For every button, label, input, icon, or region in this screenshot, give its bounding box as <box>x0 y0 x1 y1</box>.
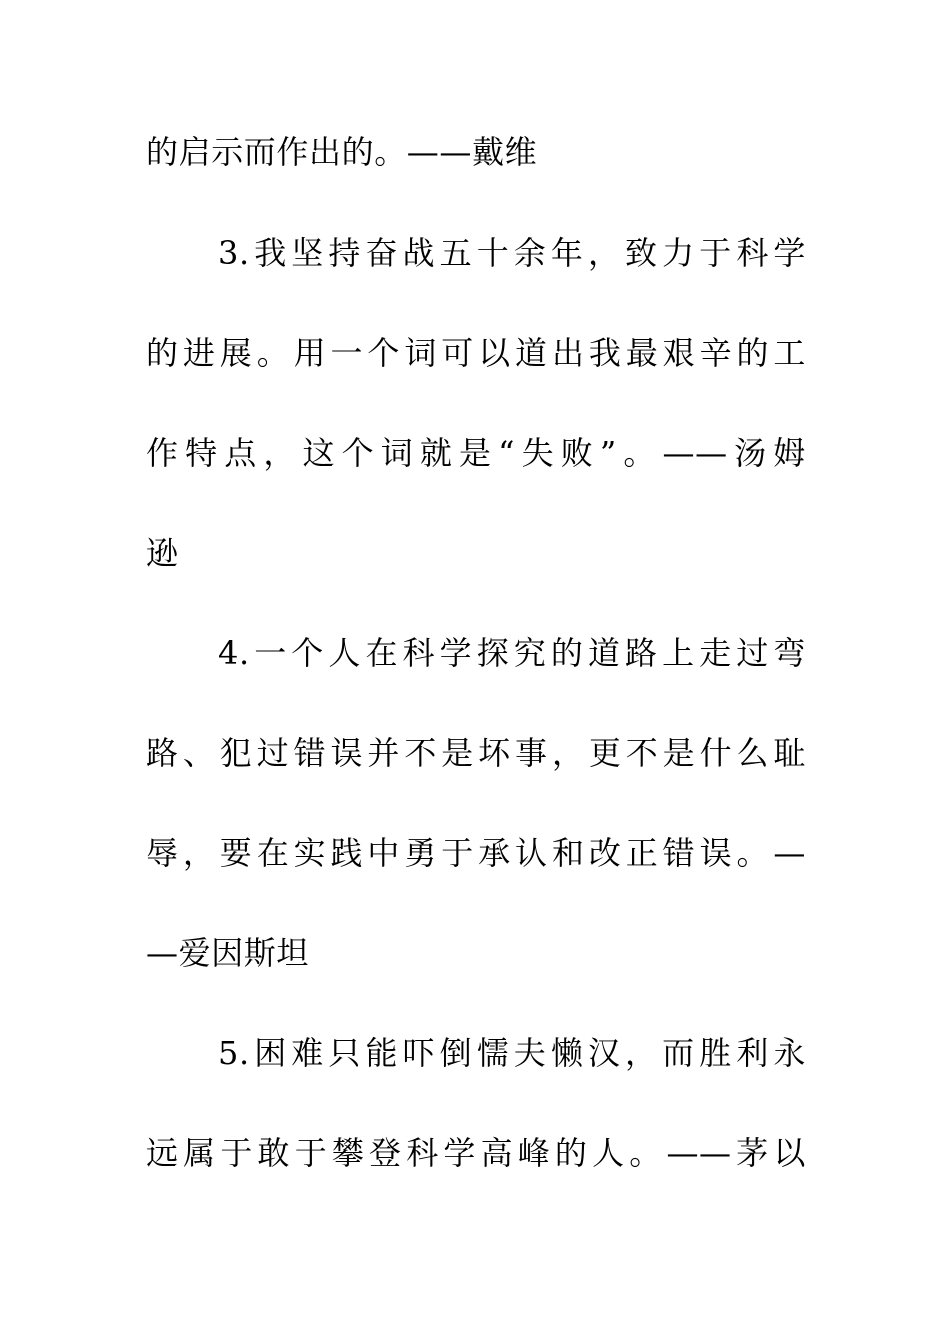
quote-4-line-1: 4.一个人在科学探究的道路上走过弯 <box>218 634 806 672</box>
quote-3-line-3: 作特点，这个词就是“失败”。——汤姆 <box>146 434 806 472</box>
text-line-1: 的启示而作出的。——戴维 <box>146 133 538 171</box>
quote-4-line-3: 辱，要在实践中勇于承认和改正错误。— <box>146 834 806 872</box>
quote-5-line-1: 5.困难只能吓倒懦夫懒汉，而胜利永 <box>218 1034 806 1072</box>
quote-3-line-2: 的进展。用一个词可以道出我最艰辛的工 <box>146 334 806 372</box>
quote-5-line-2: 远属于敢于攀登科学高峰的人。——茅以 <box>146 1134 806 1172</box>
quote-4-line-4: —爱因斯坦 <box>146 934 310 972</box>
quote-3-line-4: 逊 <box>146 534 179 572</box>
quote-3-line-1: 3.我坚持奋战五十余年，致力于科学 <box>218 234 806 272</box>
quote-4-line-2: 路、犯过错误并不是坏事，更不是什么耻 <box>146 734 806 772</box>
